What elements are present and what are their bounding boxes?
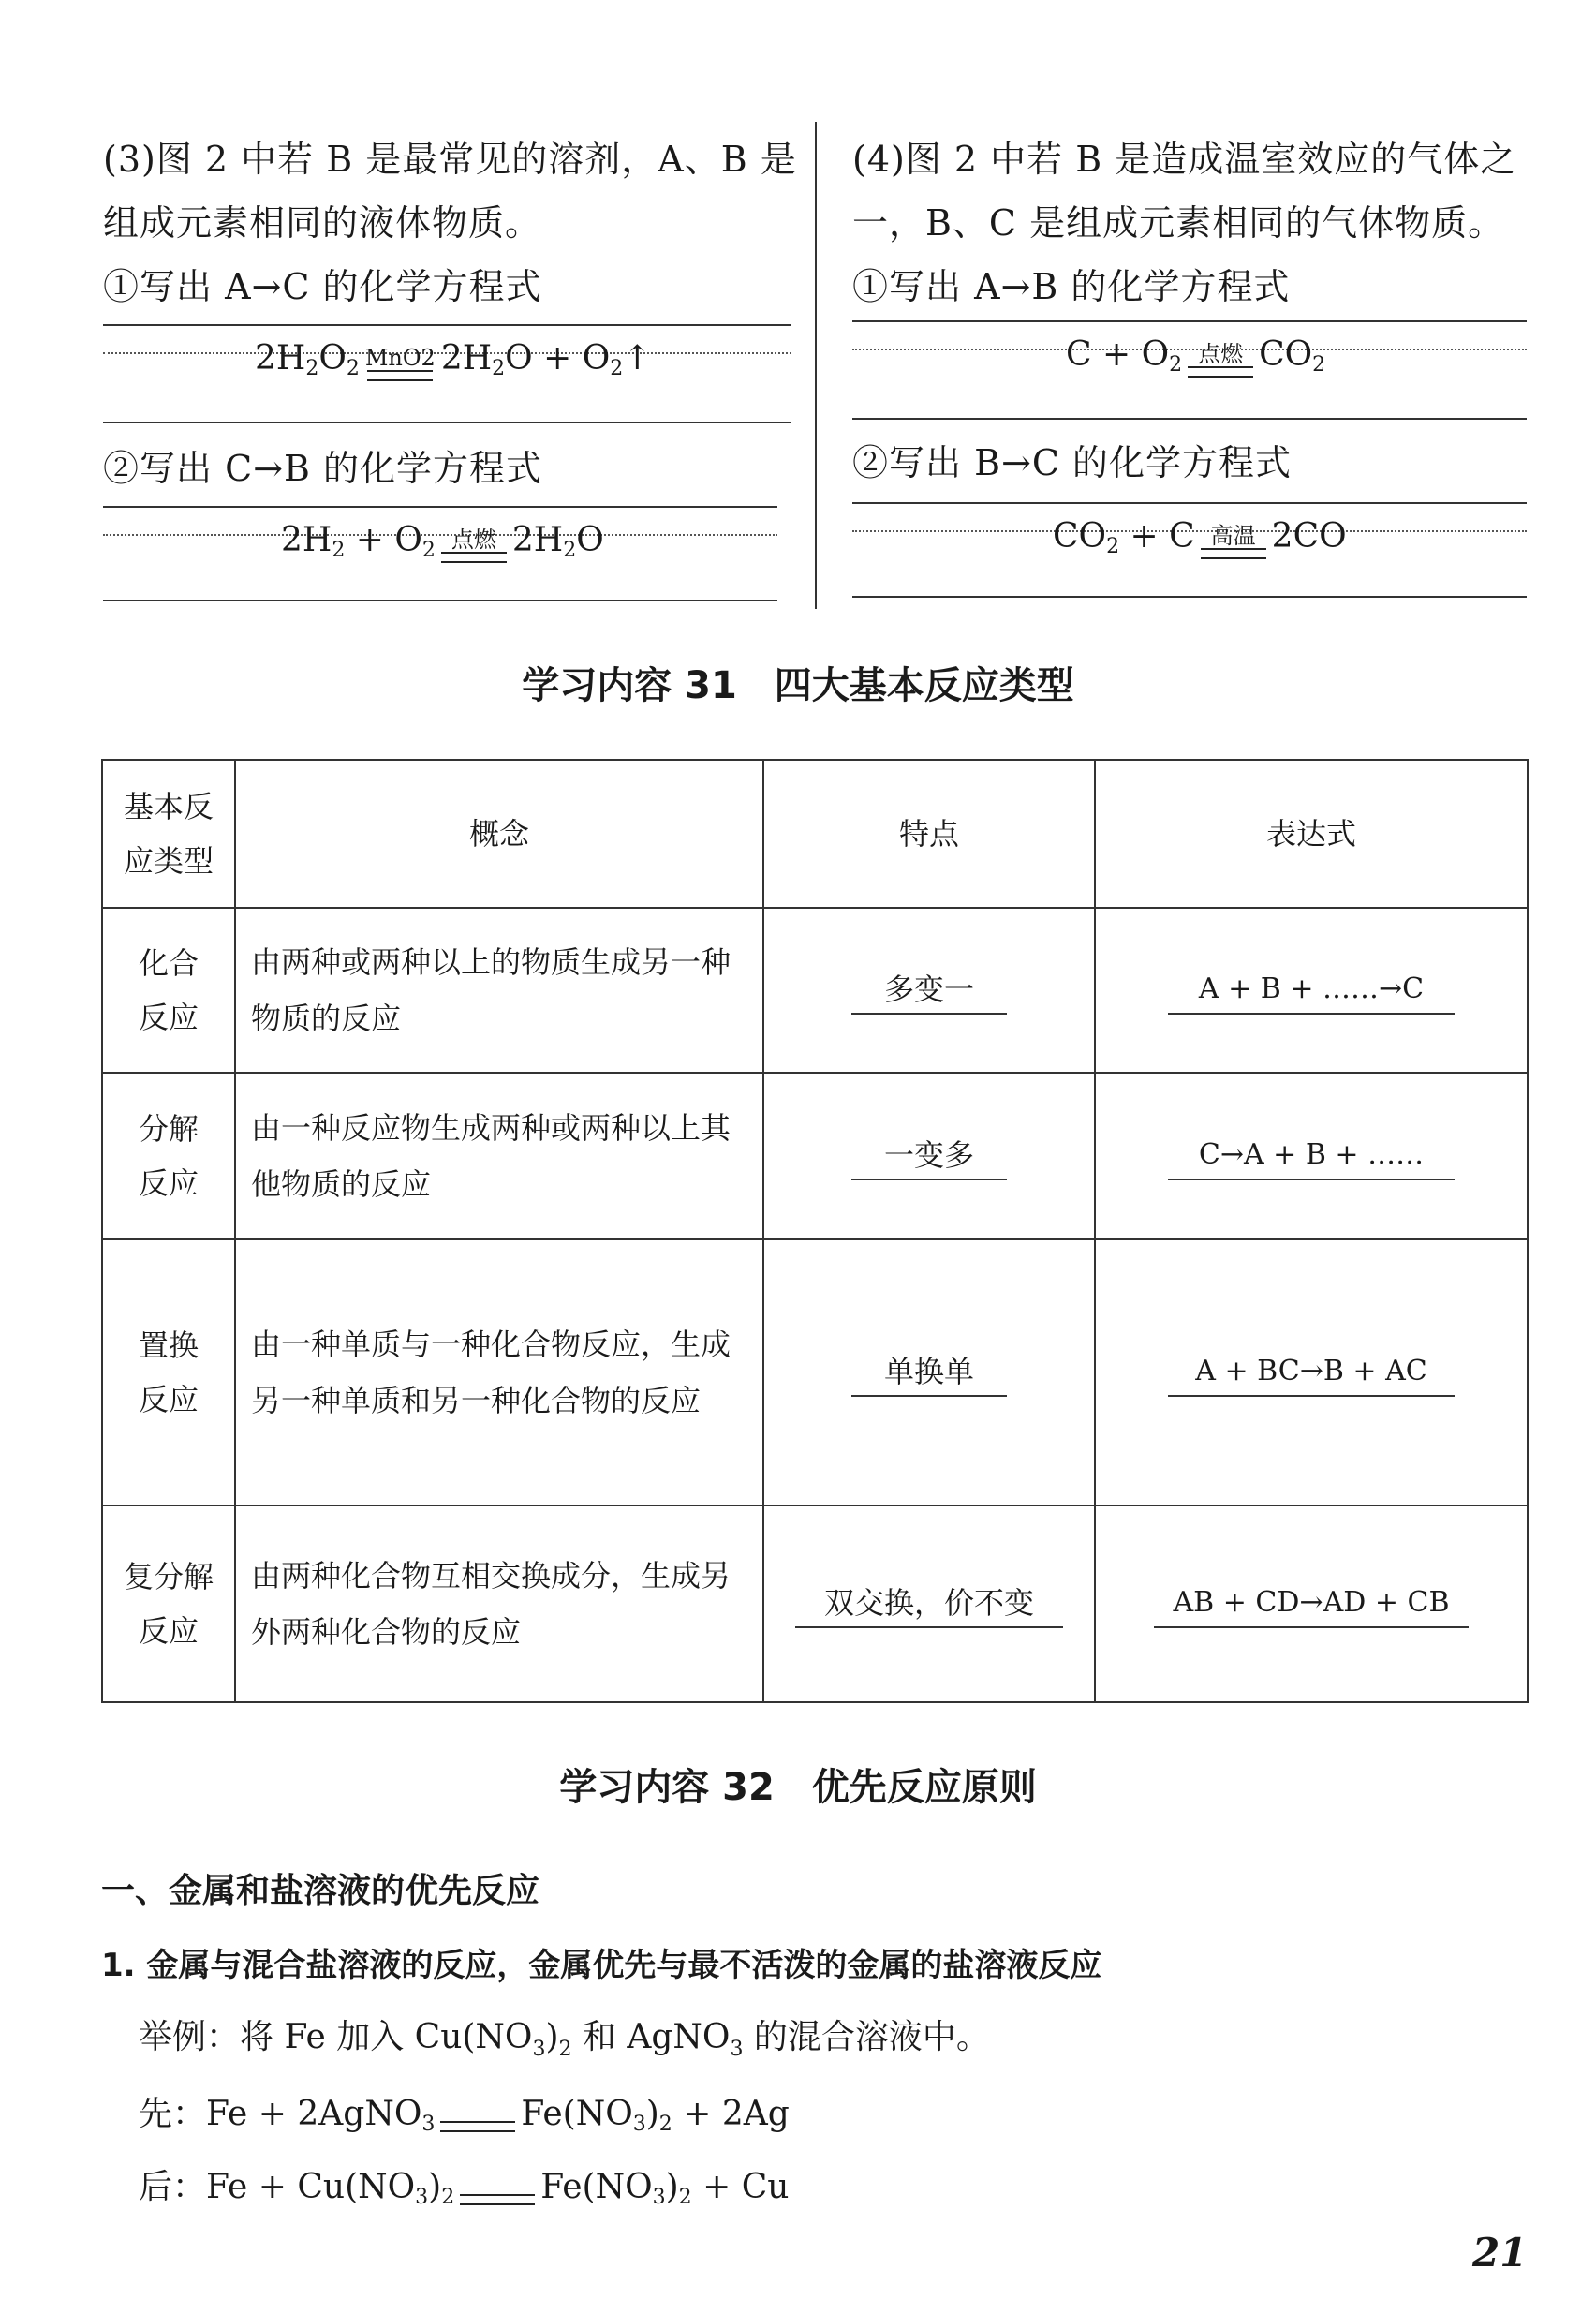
equation-co2-carbon: $CO_2 + C$ 高温 2CO <box>1053 517 1347 558</box>
table-header-row <box>102 760 1528 908</box>
condition-high-temp: 高温 <box>1210 523 1256 549</box>
condition-ignite-2: 点燃 <box>1198 341 1244 367</box>
header-concept: 概念 <box>235 760 763 908</box>
section32-heading1: 一、金属和盐溶液的优先反应 <box>101 1872 540 1910</box>
row-type: 化合反应 <box>102 908 235 1073</box>
header-type: 基本反应类型 <box>102 760 235 908</box>
table-row <box>102 1505 1528 1702</box>
example-line: 举例：将 Fe 加入 $Cu(NO_3)_2$ 和 AgNO$_3$ 的混合溶液中。 <box>139 2018 990 2062</box>
column-divider <box>815 122 817 609</box>
section32-item1: 1. 金属与混合盐溶液的反应，金属优先与最不活泼的金属的盐溶液反应 <box>101 1947 1102 1984</box>
condition-mno2: MnO2 <box>364 345 436 371</box>
row-feature: 双交换，价不变 <box>763 1505 1095 1702</box>
left-answer2-top-line <box>103 506 777 508</box>
right-answer-bottom-line <box>852 418 1527 420</box>
equation-carbon-combustion: $C + O_2$ 点燃 $CO_2$ <box>1066 335 1326 377</box>
equation-h2-combustion: $2H_2 + O_2$ 点燃 $2H_2O$ <box>281 521 604 562</box>
row-feature: 多变一 <box>763 908 1095 1073</box>
header-expression: 表达式 <box>1095 760 1528 908</box>
table-row <box>102 908 1528 1073</box>
table-row <box>102 1239 1528 1505</box>
row-concept: 由两种或两种以上的物质生成另一种物质的反应 <box>235 908 763 1073</box>
left-answer-top-line <box>103 324 791 326</box>
right-sub1: ①写出 A→B 的化学方程式 <box>852 266 1291 307</box>
left-question-line1: (3)图 2 中若 B 是最常见的溶剂，A、B 是 <box>103 139 797 180</box>
row-concept: 由两种化合物互相交换成分，生成另外两种化合物的反应 <box>235 1505 763 1702</box>
left-sub1: ①写出 A→C 的化学方程式 <box>103 266 542 307</box>
row-type: 置换反应 <box>102 1239 235 1505</box>
equation-then: 后： $Fe + Cu(NO_3)_2$ $Fe(NO_3)_2 + Cu$ <box>139 2160 789 2209</box>
row-feature: 一变多 <box>763 1073 1095 1239</box>
row-expression: A + BC→B + AC <box>1095 1239 1528 1505</box>
first-label: 先： <box>139 2095 207 2133</box>
section32-title: 学习内容 32 优先反应原则 <box>559 1766 1037 1809</box>
row-type: 分解反应 <box>102 1073 235 1239</box>
row-expression: A + B + ……→C <box>1095 908 1528 1073</box>
reaction-types-table <box>101 759 1529 1703</box>
right-answer2-top-line <box>852 502 1527 504</box>
right-sub2: ②写出 B→C 的化学方程式 <box>852 442 1292 483</box>
table-row <box>102 1073 1528 1239</box>
condition-ignite: 点燃 <box>451 527 496 553</box>
left-answer2-bottom-line <box>103 600 777 601</box>
equation-h2o2-decomposition: $2H_2O_2$ MnO2 $2H_2O$ + $O_2↑$ <box>255 339 652 380</box>
page-number: 21 <box>1472 2230 1528 2276</box>
equation-first: 先： Fe + 2AgNO$_3$ $Fe(NO_3)_2 + 2Ag$ <box>139 2087 790 2136</box>
right-question-line2: 一，B、C 是组成元素相同的气体物质。 <box>852 202 1505 244</box>
example-suffix: 的混合溶液中。 <box>753 2018 990 2056</box>
left-question-line2: 组成元素相同的液体物质。 <box>103 202 542 244</box>
row-expression: AB + CD→AD + CB <box>1095 1505 1528 1702</box>
right-answer-top-line <box>852 320 1527 322</box>
section31-title: 学习内容 31 四大基本反应类型 <box>522 664 1074 707</box>
example-prefix: 举例：将 Fe 加入 <box>139 2018 405 2056</box>
row-concept: 由一种单质与一种化合物反应，生成另一种单质和另一种化合物的反应 <box>235 1239 763 1505</box>
right-question-line1: (4)图 2 中若 B 是造成温室效应的气体之 <box>852 139 1517 180</box>
row-expression: C→A + B + …… <box>1095 1073 1528 1239</box>
left-answer-bottom-line <box>103 422 791 423</box>
row-concept: 由一种反应物生成两种或两种以上其他物质的反应 <box>235 1073 763 1239</box>
row-type: 复分解反应 <box>102 1505 235 1702</box>
left-sub2: ②写出 C→B 的化学方程式 <box>103 448 542 489</box>
header-feature: 特点 <box>763 760 1095 908</box>
then-label: 后： <box>139 2168 207 2206</box>
row-feature: 单换单 <box>763 1239 1095 1505</box>
right-answer2-bottom-line <box>852 596 1527 598</box>
